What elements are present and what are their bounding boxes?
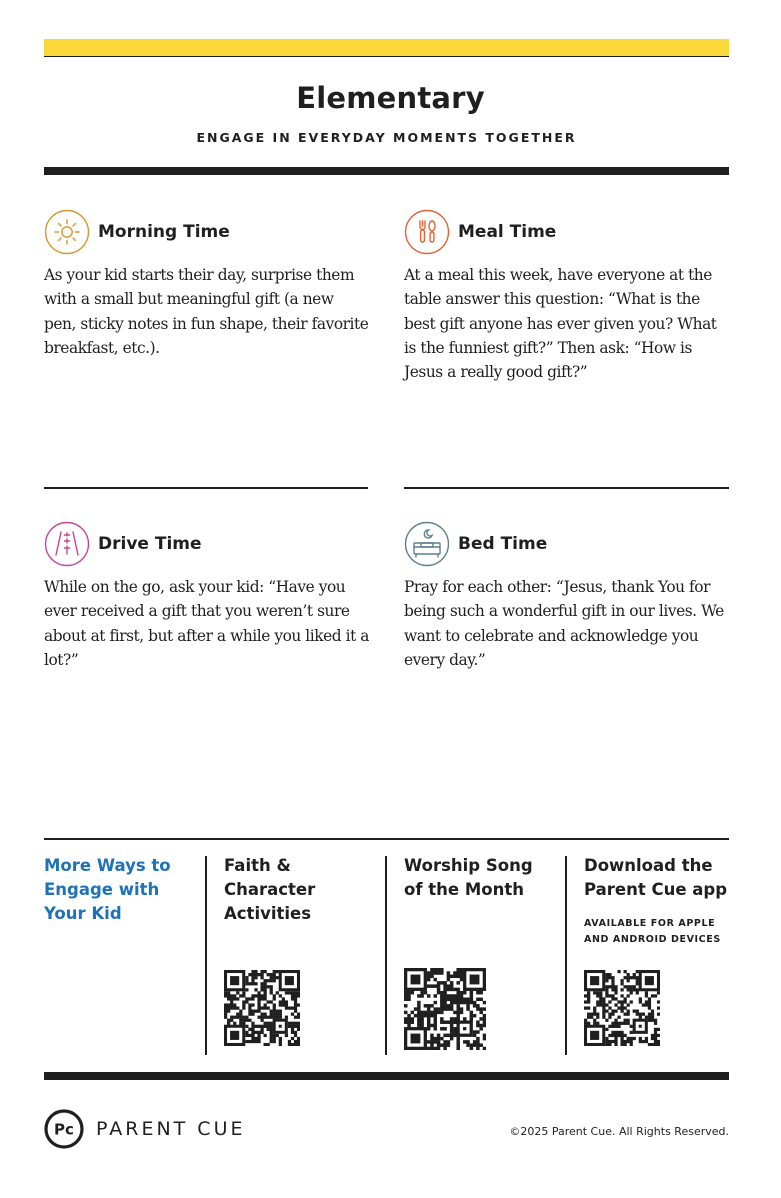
worship-song-qr-code[interactable] — [404, 968, 486, 1050]
bed-time-title: Bed Time — [458, 534, 548, 554]
left-section-divider — [44, 487, 368, 489]
faith-activities-column — [224, 854, 364, 926]
more-ways-column — [44, 854, 204, 926]
section-morning-time — [44, 209, 369, 360]
worship-song-column — [404, 854, 554, 902]
page-subtitle: ENGAGE IN EVERYDAY MOMENTS TOGETHER — [196, 130, 577, 145]
header-divider — [44, 167, 729, 175]
section-drive-time — [44, 521, 369, 672]
meal-time-text: At a meal this week, have everyone at the table answer this question: “What is the best gift anyone has ever given you? What is the funniest gift?” Then ask: “How is Jesus a really good gift?” — [404, 266, 717, 382]
footer-divider-bottom — [44, 1072, 729, 1080]
column-divider — [565, 856, 567, 1055]
top-accent-bar — [44, 39, 729, 56]
drive-time-title: Drive Time — [98, 534, 202, 554]
download-app-note: AVAILABLE FOR APPLE AND ANDROID DEVICES — [584, 918, 721, 945]
footer-divider-top — [44, 838, 729, 840]
download-app-heading: Download the Parent Cue app — [584, 856, 728, 899]
faith-activities-heading: Faith & Character Activities — [224, 856, 316, 923]
column-divider — [385, 856, 387, 1055]
top-accent-rule — [44, 56, 729, 57]
parent-cue-logo-icon — [44, 1109, 84, 1149]
page-title: Elementary — [296, 81, 485, 115]
parent-cue-logo[interactable] — [44, 1109, 245, 1149]
right-section-divider — [404, 487, 729, 489]
sun-icon — [44, 209, 90, 255]
utensils-icon — [404, 209, 450, 255]
bed-moon-icon — [404, 521, 450, 567]
copyright-notice: ©2025 Parent Cue. All Rights Reserved. — [509, 1125, 729, 1138]
worship-song-heading: Worship Song of the Month — [404, 856, 533, 899]
morning-time-title: Morning Time — [98, 222, 230, 242]
drive-time-text: While on the go, ask your kid: “Have you ever received a gift that you weren’t sure about at first, but after a while you liked it a lot?” — [44, 578, 369, 669]
road-icon — [44, 521, 90, 567]
download-app-qr-code[interactable] — [584, 970, 660, 1046]
bed-time-text: Pray for each other: “Jesus, thank You for being such a wonderful gift in our lives. We want to celebrate and acknowledge you every day.” — [404, 578, 724, 669]
section-bed-time — [404, 521, 729, 672]
brand-name: PARENT CUE — [96, 1118, 246, 1140]
logo-mark-text: Pc — [54, 1120, 74, 1139]
faith-activities-qr-code[interactable] — [224, 970, 300, 1046]
download-app-column — [584, 854, 734, 948]
section-meal-time — [404, 209, 729, 384]
column-divider — [205, 856, 207, 1055]
meal-time-title: Meal Time — [458, 222, 557, 242]
more-ways-heading: More Ways to Engage with Your Kid — [44, 856, 171, 923]
morning-time-text: As your kid starts their day, surprise them with a small but meaningful gift (a new pen, sticky notes in fun shape, their favorite breakfast, etc.). — [44, 266, 369, 357]
